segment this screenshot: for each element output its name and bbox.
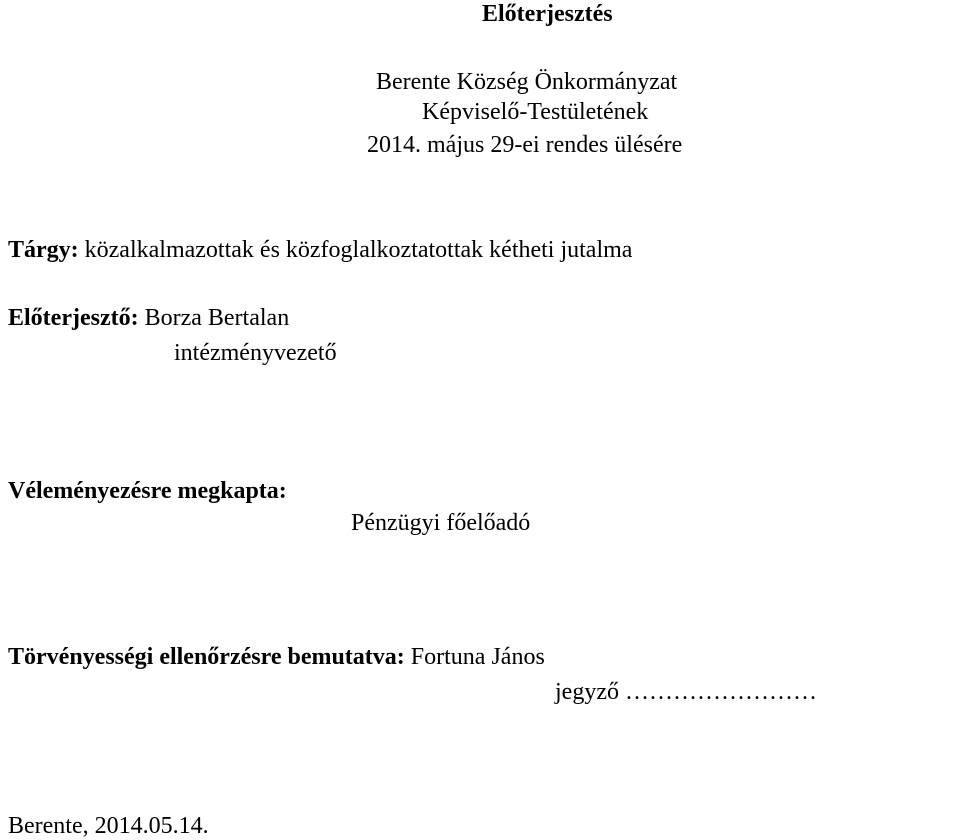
review-value: Pénzügyi főelőadó (351, 510, 531, 536)
subject-label: Tárgy: (8, 237, 79, 263)
legality-role-line (555, 678, 817, 706)
review-label: Véleményezésre megkapta: (8, 478, 287, 504)
document-date: Berente, 2014.05.14. (8, 813, 209, 839)
legality-name: Fortuna János (410, 644, 545, 670)
subject-value: közalkalmazottak és közfoglalkoztatottak kétheti jutalma (84, 237, 633, 263)
addressee-line-1: Berente Község Önkormányzat (376, 69, 678, 95)
addressee-line-3: 2014. május 29-ei rendes ülésére (367, 132, 683, 158)
signature-dots: …………………… (624, 679, 817, 705)
legality-role: jegyző (555, 679, 619, 705)
presenter-name: Borza Bertalan (144, 305, 290, 331)
addressee-line-2: Képviselő-Testületének (422, 99, 649, 125)
legality-label: Törvényességi ellenőrzésre bemutatva: (8, 644, 405, 670)
presenter-label: Előterjesztő: (8, 305, 139, 331)
subject-line (8, 236, 632, 264)
presenter-role: intézményvezető (174, 340, 337, 366)
legality-line (8, 643, 545, 671)
document-title: Előterjesztés (482, 1, 613, 27)
presenter-line (8, 304, 289, 332)
